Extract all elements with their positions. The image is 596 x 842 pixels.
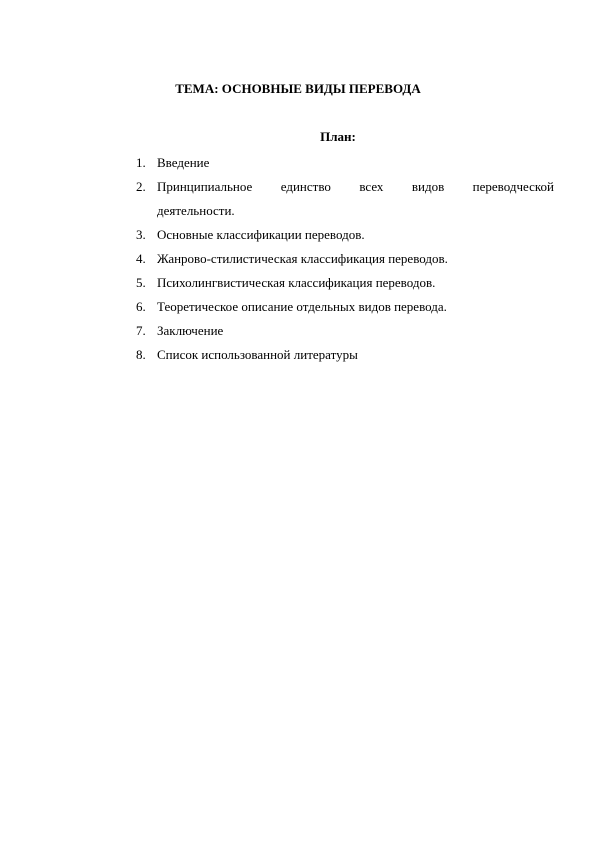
plan-item bbox=[136, 295, 554, 319]
plan-item-text: Жанрово-стилистическая классификация переводов. bbox=[157, 251, 448, 266]
plan-item-number: 4. bbox=[136, 251, 146, 266]
plan-item-number: 7. bbox=[136, 323, 146, 338]
plan-item bbox=[136, 271, 554, 295]
plan-item-word: Принципиальное bbox=[157, 179, 253, 194]
plan-item-text bbox=[157, 175, 554, 223]
plan-item-number: 8. bbox=[136, 347, 146, 362]
plan-item-text-line bbox=[157, 175, 554, 199]
plan-item-word: переводческой bbox=[472, 179, 554, 194]
plan-item-word: видов bbox=[411, 179, 445, 194]
plan-item bbox=[136, 223, 554, 247]
plan-item-text: Психолингвистическая классификация переводов. bbox=[157, 275, 436, 290]
plan-item-text: Основные классификации переводов. bbox=[157, 227, 365, 242]
plan-item bbox=[136, 151, 554, 175]
plan-item-number: 6. bbox=[136, 299, 146, 314]
plan-item bbox=[136, 247, 554, 271]
plan-item-number: 3. bbox=[136, 227, 146, 242]
plan-item-word: всех bbox=[359, 179, 384, 194]
document-title: ТЕМА: ОСНОВНЫЕ ВИДЫ ПЕРЕВОДА bbox=[175, 81, 421, 96]
plan-item-word: единство bbox=[280, 179, 331, 194]
plan-item-text: Список использованной литературы bbox=[157, 347, 358, 362]
plan-item-number: 5. bbox=[136, 275, 146, 290]
plan-item bbox=[136, 319, 554, 343]
plan-item bbox=[136, 343, 554, 367]
plan-item-text: Заключение bbox=[157, 323, 224, 338]
plan-heading: План: bbox=[320, 129, 356, 144]
plan-item-text: Теоретическое описание отдельных видов перевода. bbox=[157, 299, 447, 314]
plan-list bbox=[136, 151, 554, 367]
plan-item-number: 1. bbox=[136, 155, 146, 170]
plan-item-number: 2. bbox=[136, 179, 146, 194]
plan-item-text-line: деятельности. bbox=[157, 203, 235, 218]
plan-item bbox=[136, 175, 554, 223]
plan-item-text: Введение bbox=[157, 155, 210, 170]
